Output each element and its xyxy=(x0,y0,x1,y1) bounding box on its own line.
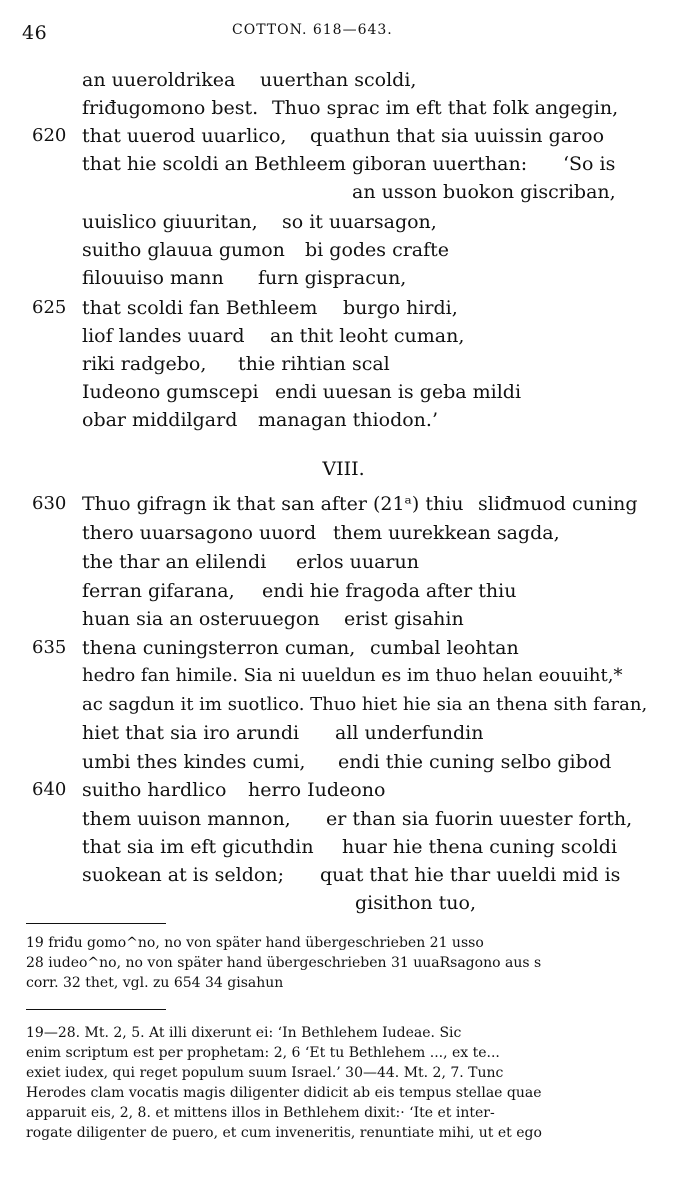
verse-line xyxy=(0,548,687,576)
verse-line xyxy=(0,577,687,605)
verse-line xyxy=(0,406,687,434)
verse-a: an uueroldrikea xyxy=(82,69,236,91)
verse-line xyxy=(0,519,687,547)
verse-b: cumbal leohtan xyxy=(370,637,519,659)
verse-line xyxy=(0,776,687,804)
note-line: apparuit eis, 2, 8. et mittens illos in Bethlehem dixit:· ‘Ite et inter- xyxy=(26,1105,495,1121)
verse-a: that hie scoldi an Bethleem giboran uuerthan: xyxy=(82,153,528,175)
verse-b: an usson buokon giscriban, xyxy=(352,181,616,203)
verse-b: sliđmuod cuning xyxy=(478,493,638,515)
note-line: rogate diligenter de puero, et cum inveneritis, renuntiate mihi, ut et ego xyxy=(26,1125,542,1141)
verse-line xyxy=(0,889,687,917)
verse-line xyxy=(0,805,687,833)
note-line: Herodes clam vocatis magis diligenter didicit ab eis tempus stellae quae xyxy=(26,1085,542,1101)
verse-a: that scoldi fan Bethleem xyxy=(82,297,318,319)
notes-divider xyxy=(26,1009,166,1010)
verse-line xyxy=(0,662,687,690)
verse-b: er than sia fuorin uuester forth, xyxy=(326,808,633,830)
verse-b: endi uuesan is geba mildi xyxy=(275,381,522,403)
verse-b: an thit leoht cuman, xyxy=(270,325,465,347)
verse-line xyxy=(0,691,687,719)
page-number: 46 xyxy=(22,22,48,44)
verse-line xyxy=(0,605,687,633)
line-number: 625 xyxy=(32,297,67,318)
verse-b: all underfundin xyxy=(335,722,484,744)
verse-line xyxy=(0,861,687,889)
verse-a: suitho glauua gumon xyxy=(82,239,285,261)
verse-b: furn gispracun, xyxy=(258,267,407,289)
verse-b: bi godes crafte xyxy=(305,239,450,261)
verse-a: hedro fan himile. Sia ni uueldun es im thuo helan eouuiht,* xyxy=(82,665,623,686)
verse-line xyxy=(0,150,687,178)
verse-b: endi thie cuning selbo gibod xyxy=(338,751,612,773)
verse-line xyxy=(0,748,687,776)
footnote-line: 28 iudeo^no, no von später hand übergeschrieben 31 uuaRsagono aus s xyxy=(26,955,542,971)
verse-a: that sia im eft gicuthdin xyxy=(82,836,314,858)
verse-line xyxy=(0,208,687,236)
verse-b: so it uuarsagon, xyxy=(282,211,437,233)
running-title: COTTON. 618—643. xyxy=(232,22,393,38)
verse-a: riki radgebo, xyxy=(82,353,207,375)
verse-line xyxy=(0,66,687,94)
verse-b: gisithon tuo, xyxy=(355,892,477,914)
note-line: exiet iudex, qui reget populum suum Israel.’ 30—44. Mt. 2, 7. Tunc xyxy=(26,1065,504,1081)
verse-a: friđugomono best. xyxy=(82,97,259,119)
textual-footnotes xyxy=(26,933,661,993)
verse-a: hiet that sia iro arundi xyxy=(82,722,300,744)
verse-line xyxy=(0,634,687,662)
verse-b: Thuo sprac im eft that folk angegin, xyxy=(272,97,619,119)
verse-line xyxy=(0,264,687,292)
verse-a: umbi thes kindes cumi, xyxy=(82,751,306,773)
verse-b: uuerthan scoldi, xyxy=(260,69,417,91)
note-line: 19—28. Mt. 2, 5. At illi dixerunt ei: ‘In Bethlehem Iudeae. Sic xyxy=(26,1025,462,1041)
note-line: enim scriptum est per prophetam: 2, 6 ‘Et tu Bethlehem ..., ex te... xyxy=(26,1045,500,1061)
verse-a: Iudeono gumscepi xyxy=(82,381,259,403)
footnote-line: corr. 32 thet, vgl. zu 654 34 gisahun xyxy=(26,975,284,991)
verse-a: them uuison mannon, xyxy=(82,808,291,830)
verse-a: thena cuningsterron cuman, xyxy=(82,637,356,659)
verse-b: them uurekkean sagda, xyxy=(333,522,560,544)
verse-a: uuislico giuuritan, xyxy=(82,211,258,233)
verse-b: endi hie fragoda after thiu xyxy=(262,580,517,602)
verse-b: erist gisahin xyxy=(344,608,464,630)
verse-b: thie rihtian scal xyxy=(238,353,390,375)
verse-line xyxy=(0,122,687,150)
verse-a: thero uuarsagono uuord xyxy=(82,522,317,544)
section-heading: VIII. xyxy=(322,458,365,480)
source-notes xyxy=(26,1023,661,1143)
verse-a: filouuiso mann xyxy=(82,267,224,289)
verse-b: quat that hie thar uueldi mid is xyxy=(320,864,621,886)
footnote-line: 19 friđu gomo^no, no von später hand übergeschrieben 21 usso xyxy=(26,935,484,951)
footnote-divider xyxy=(26,923,166,924)
verse-line xyxy=(0,178,687,206)
verse-line xyxy=(0,236,687,264)
verse-a: liof landes uuard xyxy=(82,325,245,347)
verse-line xyxy=(0,378,687,406)
verse-line xyxy=(0,833,687,861)
line-number: 630 xyxy=(32,493,67,514)
verse-a: obar middilgard xyxy=(82,409,238,431)
verse-b: quathun that sia uuissin garoo xyxy=(310,125,605,147)
verse-a: Thuo gifragn ik that san after (21ᵃ) thiu xyxy=(82,493,464,515)
verse-b: managan thiodon.’ xyxy=(258,409,438,431)
verse-a: the thar an elilendi xyxy=(82,551,267,573)
verse-line xyxy=(0,322,687,350)
verse-b: huar hie thena cuning scoldi xyxy=(342,836,618,858)
verse-a: suokean at is seldon; xyxy=(82,864,284,886)
verse-a: ferran gifarana, xyxy=(82,580,235,602)
line-number: 640 xyxy=(32,779,67,800)
verse-b: burgo hirdi, xyxy=(343,297,458,319)
line-number: 620 xyxy=(32,125,67,146)
line-number: 635 xyxy=(32,637,67,658)
verse-a: huan sia an osteruuegon xyxy=(82,608,320,630)
verse-a: ac sagdun it im suotlico. Thuo hiet hie sia an thena sith faran, xyxy=(82,694,648,715)
verse-a: suitho hardlico xyxy=(82,779,227,801)
verse-line xyxy=(0,490,687,518)
verse-b: erlos uuarun xyxy=(296,551,419,573)
verse-line xyxy=(0,719,687,747)
verse-line xyxy=(0,294,687,322)
verse-line xyxy=(0,94,687,122)
verse-b: herro Iudeono xyxy=(248,779,386,801)
verse-a: that uuerod uuarlico, xyxy=(82,125,287,147)
verse-b: ‘So is xyxy=(563,153,616,175)
verse-line xyxy=(0,350,687,378)
